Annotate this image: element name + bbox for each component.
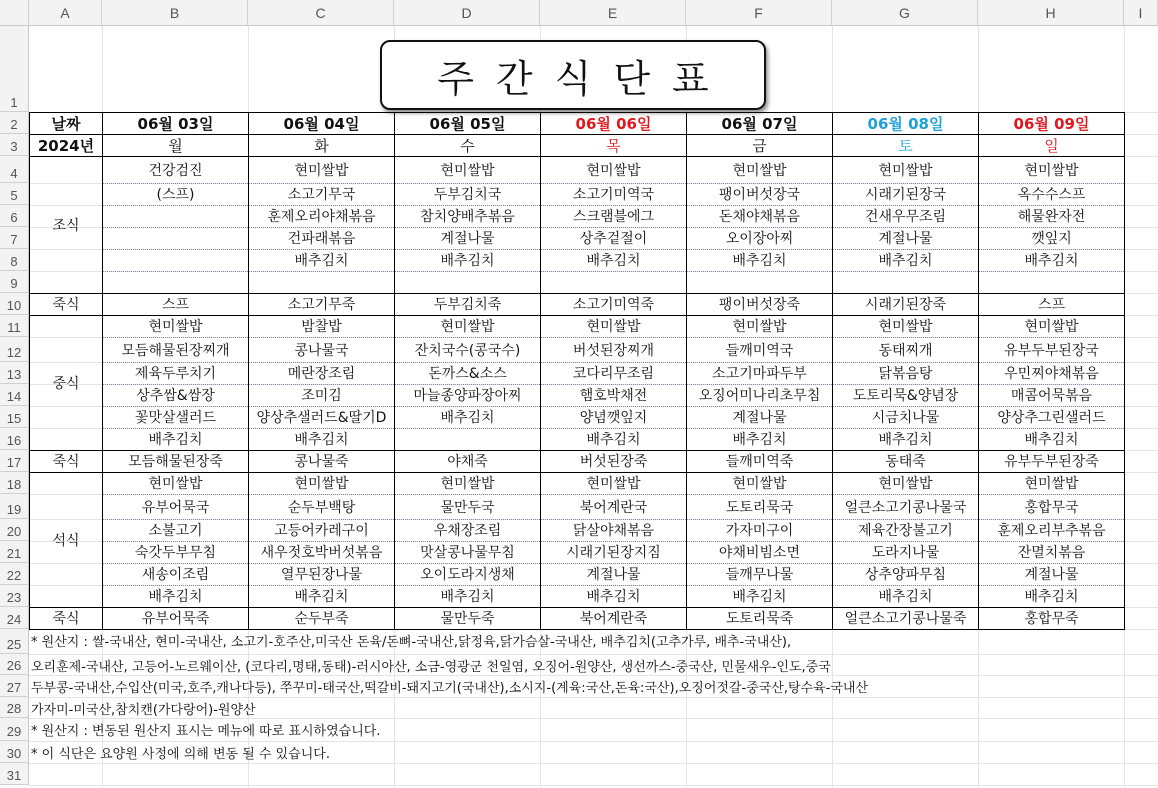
dotted-rule [102, 249, 1124, 250]
menu-item[interactable]: 건파래볶음 [287, 231, 356, 247]
menu-item[interactable]: 닭살야채볶음 [572, 523, 655, 539]
menu-item[interactable]: 잔멸치볶음 [1017, 545, 1086, 561]
dotted-rule [102, 271, 1124, 272]
menu-item[interactable]: 순두부백탕 [287, 499, 356, 516]
table-border [29, 293, 1125, 294]
dotted-rule [102, 541, 1124, 542]
menu-item[interactable]: 돈채야채볶음 [718, 209, 801, 225]
column-header-D[interactable]: D [394, 0, 540, 26]
menu-item[interactable]: 배추김치 [732, 589, 787, 605]
menu-item[interactable]: 동태찌개 [878, 342, 933, 359]
row-header-29[interactable]: 29 [0, 718, 29, 741]
row-header-11[interactable]: 11 [0, 315, 29, 337]
menu-item[interactable]: 옥수수스프 [1017, 187, 1086, 203]
lunch_porridge-label[interactable]: 죽식 [52, 454, 80, 470]
menu-item[interactable]: 숙갓두부무침 [134, 545, 217, 561]
menu-item[interactable] [103, 271, 248, 293]
table-border [29, 156, 1125, 157]
menu-item[interactable]: 현미쌀밥 [294, 162, 349, 179]
menu-item[interactable]: 북어계란국 [579, 499, 648, 516]
dinner-label[interactable]: 석식 [52, 532, 80, 549]
menu-item[interactable]: 우민찌야채볶음 [1004, 366, 1099, 382]
dotted-rule [102, 428, 1124, 429]
menu-item[interactable]: 배추김치 [148, 589, 203, 605]
menu-item[interactable]: 계절나물 [586, 567, 641, 583]
menu-item[interactable]: 버섯된장찌개 [572, 342, 655, 359]
menu-item[interactable]: 양상추그린샐러드 [997, 410, 1106, 426]
menu-item[interactable]: 현미쌀밥 [732, 476, 787, 492]
menu-item[interactable]: 상추쌈&쌈장 [136, 388, 215, 404]
dotted-rule [102, 362, 1124, 363]
menu-item[interactable] [249, 271, 394, 293]
date-cell[interactable]: 06월 09일 [1013, 114, 1090, 133]
row-header-25[interactable]: 25 [0, 629, 29, 654]
menu-item[interactable]: 유부두부된장국 [1004, 342, 1099, 359]
breakfast_porridge-label[interactable]: 죽식 [52, 297, 80, 313]
menu-item[interactable]: 열무된장나물 [280, 567, 363, 583]
row-header-19[interactable]: 19 [0, 494, 29, 519]
menu-item[interactable]: 배추김치 [148, 432, 203, 448]
menu-item[interactable]: 꽃맛살샐러드 [134, 410, 217, 426]
menu-item[interactable] [103, 249, 248, 271]
menu-item[interactable]: 홍합무국 [1024, 499, 1079, 516]
dotted-rule [102, 205, 1124, 206]
menu-item[interactable] [395, 428, 540, 450]
menu-item[interactable]: 현미쌀밥 [440, 476, 495, 492]
menu-item[interactable]: 배추김치 [294, 253, 349, 269]
lunch-label[interactable]: 중식 [52, 375, 80, 392]
menu-item[interactable]: 우채장조림 [433, 523, 502, 539]
row-header-28[interactable]: 28 [0, 697, 29, 718]
row-header-31[interactable]: 31 [0, 763, 29, 785]
menu-item[interactable]: 배추김치 [878, 253, 933, 269]
menu-item[interactable]: 시래기된장지짐 [566, 545, 661, 561]
menu-item[interactable]: 물만두국 [440, 499, 495, 516]
table-border [29, 629, 1125, 630]
year-label-cell[interactable]: 2024년 [37, 136, 95, 155]
origin-note[interactable]: 두부콩-국내산,수입산(미국,호주,캐나다등), 쭈꾸미-태국산,떡갈비-돼지고기(국내산),소시지-(계육:국산,돈육:국산),오징어젓갈-중국산,탕수육-국내산 [31, 681, 869, 696]
table-border [29, 607, 1125, 608]
menu-item[interactable]: 오징어미나리초무침 [698, 388, 821, 404]
porridge-item[interactable]: 동태죽 [885, 454, 926, 470]
row-header-18[interactable]: 18 [0, 472, 29, 494]
menu-item[interactable]: 배추김치 [1024, 589, 1079, 605]
menu-item[interactable]: 소고기마파두부 [712, 366, 807, 382]
menu-item[interactable]: 닭볶음탕 [878, 366, 933, 382]
origin-note[interactable]: * 원산지 : 쌀-국내산, 현미-국내산, 소고기-호주산,미국산 돈육/돈뼈-국내산,닭정육,닭가슴살-국내산, 배추김치(고추가루, 배추-국내산), [31, 635, 792, 650]
row-header-14[interactable]: 14 [0, 384, 29, 406]
menu-item[interactable]: 잔치국수(콩국수) [414, 342, 521, 359]
gridline-h [29, 718, 1158, 719]
menu-item[interactable]: 시래기된장국 [864, 187, 947, 203]
menu-item[interactable]: 배추김치 [440, 410, 495, 426]
menu-item[interactable]: 배추김치 [732, 432, 787, 448]
weekday-cell[interactable]: 화 [314, 136, 329, 155]
weekday-cell[interactable]: 금 [752, 136, 767, 155]
porridge-item[interactable]: 야채죽 [447, 454, 488, 470]
menu-item[interactable]: 현미쌀밥 [1024, 476, 1079, 492]
menu-item[interactable] [541, 271, 686, 293]
menu-item[interactable]: 배추김치 [1024, 432, 1079, 448]
menu-item[interactable]: 현미쌀밥 [440, 319, 495, 335]
porridge-item[interactable]: 순두부죽 [294, 611, 349, 627]
menu-item[interactable]: 계절나물 [878, 231, 933, 247]
table-border [394, 112, 395, 630]
gridline-h [29, 675, 1158, 676]
row-header-16[interactable]: 16 [0, 428, 29, 450]
menu-item[interactable]: 해물완자전 [1017, 209, 1086, 225]
menu-item[interactable]: 훈제오리야채볶음 [267, 209, 376, 225]
menu-item[interactable]: 참치양배추볶음 [420, 209, 515, 225]
menu-item[interactable] [833, 271, 978, 293]
menu-item[interactable]: 코다리무조림 [572, 366, 655, 382]
dotted-rule [102, 227, 1124, 228]
row-header-1[interactable]: 1 [0, 26, 29, 112]
select-all-corner[interactable] [0, 0, 29, 26]
weekday-cell[interactable]: 일 [1044, 136, 1059, 155]
menu-item[interactable]: 얼큰소고기콩나물국 [844, 499, 967, 516]
dotted-rule [102, 494, 1124, 495]
menu-item[interactable]: 배추김치 [440, 253, 495, 269]
origin-note[interactable]: * 이 식단은 요양원 사정에 의해 변동 될 수 있습니다. [31, 747, 330, 762]
menu-item[interactable]: 들깨미역국 [725, 342, 794, 359]
porridge-item[interactable]: 유부두부된장죽 [1004, 454, 1099, 470]
porridge-item[interactable]: 얼큰소고기콩나물죽 [844, 611, 967, 627]
menu-item[interactable]: 돈까스&소스 [428, 366, 507, 382]
menu-item[interactable] [687, 271, 832, 293]
menu-item[interactable]: 조미김 [301, 388, 342, 404]
date-cell[interactable]: 06월 08일 [867, 114, 944, 133]
menu-item[interactable]: 배추김치 [878, 432, 933, 448]
porridge-item[interactable]: 물만두죽 [440, 611, 495, 627]
menu-item[interactable]: 마늘종양파장아찌 [413, 388, 522, 404]
weekday-cell[interactable]: 목 [606, 136, 621, 155]
menu-item[interactable]: 깻잎지 [1031, 231, 1072, 247]
row-header-30[interactable]: 30 [0, 741, 29, 763]
table-border [248, 112, 249, 630]
menu-item[interactable]: 콩나물국 [294, 342, 349, 359]
menu-item[interactable]: 제육간장불고기 [858, 523, 953, 539]
row-header-9[interactable]: 9 [0, 271, 29, 293]
menu-item[interactable]: 새송이조림 [141, 567, 210, 583]
menu-item[interactable]: 배추김치 [586, 589, 641, 605]
menu-item[interactable]: 배추김치 [586, 253, 641, 269]
title-box [380, 40, 766, 110]
porridge-item[interactable]: 스프 [1037, 297, 1066, 313]
menu-item[interactable]: 메란장조림 [287, 366, 356, 382]
menu-item[interactable]: 두부김치국 [433, 187, 502, 203]
menu-item[interactable]: 배추김치 [294, 432, 349, 448]
weekday-cell[interactable]: 토 [898, 136, 913, 155]
dotted-rule [102, 406, 1124, 407]
column-header-B[interactable]: B [102, 0, 248, 26]
menu-item[interactable]: 현미쌀밥 [1024, 319, 1079, 335]
row-header-5[interactable]: 5 [0, 183, 29, 205]
row-header-7[interactable]: 7 [0, 227, 29, 249]
menu-item[interactable] [103, 227, 248, 249]
row-header-24[interactable]: 24 [0, 607, 29, 629]
menu-item[interactable]: 훈제오리부추볶음 [997, 523, 1106, 539]
porridge-item[interactable]: 팽이버섯장죽 [718, 297, 801, 313]
menu-item[interactable]: 제육두루치기 [134, 366, 217, 382]
menu-item[interactable]: 모듬해물된장찌개 [121, 342, 230, 359]
column-header-G[interactable]: G [832, 0, 978, 26]
menu-item[interactable]: 도토리묵&양념장 [852, 388, 959, 404]
menu-item[interactable]: 계절나물 [732, 410, 787, 426]
row-header-13[interactable]: 13 [0, 362, 29, 384]
gridline-h [29, 697, 1158, 698]
menu-item[interactable]: 가자미구이 [725, 523, 794, 539]
menu-item[interactable]: 배추김치 [586, 432, 641, 448]
table-border [102, 112, 103, 630]
porridge-item[interactable]: 도토리묵죽 [725, 611, 794, 627]
origin-note[interactable]: 오리훈제-국내산, 고등어-노르웨이산, (코다리,명태,동태)-러시아산, 소금-영광군 천일염, 오징어-원양산, 생선까스-중국산, 민물새우-인도,중국 [31, 660, 831, 675]
row-header-23[interactable]: 23 [0, 585, 29, 607]
menu-item[interactable]: 배추김치 [1024, 253, 1079, 269]
row-header-4[interactable]: 4 [0, 156, 29, 183]
menu-item[interactable]: 맛살콩나물무침 [420, 545, 515, 561]
menu-item[interactable]: 현미쌀밥 [586, 476, 641, 492]
row-header-17[interactable]: 17 [0, 450, 29, 472]
menu-item[interactable]: 소고기무국 [287, 187, 356, 203]
menu-item[interactable]: 현미쌀밥 [878, 476, 933, 492]
menu-item[interactable] [979, 271, 1124, 293]
menu-item[interactable]: 현미쌀밥 [878, 319, 933, 335]
date-cell[interactable]: 06월 04일 [283, 114, 360, 133]
dotted-rule [102, 585, 1124, 586]
dotted-rule [102, 183, 1124, 184]
menu-item[interactable]: 계절나물 [440, 231, 495, 247]
gridline-h [29, 741, 1158, 742]
porridge-item[interactable]: 시래기된장죽 [864, 297, 947, 313]
row-header-10[interactable]: 10 [0, 293, 29, 315]
menu-item[interactable]: 양념깻잎지 [579, 410, 648, 426]
page-title: 주간식단표 [437, 56, 731, 101]
menu-item[interactable]: (스프) [156, 187, 195, 203]
porridge-item[interactable]: 두부김치죽 [433, 297, 502, 313]
porridge-item[interactable]: 들깨미역죽 [725, 454, 794, 470]
row-header-12[interactable]: 12 [0, 337, 29, 362]
menu-item[interactable]: 건강검진 [148, 162, 203, 179]
table-border [540, 112, 541, 630]
porridge-item[interactable]: 스프 [161, 297, 190, 313]
table-border [978, 112, 979, 630]
column-header-C[interactable]: C [248, 0, 394, 26]
menu-item[interactable]: 시금치나물 [871, 410, 940, 426]
menu-item[interactable] [103, 205, 248, 227]
row-header-27[interactable]: 27 [0, 675, 29, 697]
porridge-item[interactable]: 유부어묵죽 [141, 611, 210, 627]
porridge-item[interactable]: 북어계란죽 [579, 611, 648, 627]
column-header-A[interactable]: A [29, 0, 102, 26]
menu-item[interactable]: 들깨무나물 [725, 567, 794, 583]
dotted-rule [102, 337, 1124, 338]
porridge-item[interactable]: 버섯된장죽 [579, 454, 648, 470]
row-header-8[interactable]: 8 [0, 249, 29, 271]
porridge-item[interactable]: 홍합무죽 [1024, 611, 1079, 627]
menu-item[interactable]: 유부어묵국 [141, 499, 210, 516]
menu-item[interactable]: 현미쌀밥 [732, 319, 787, 335]
menu-item[interactable]: 상추양파무침 [864, 567, 947, 583]
row-header-3[interactable]: 3 [0, 134, 29, 156]
column-header-I[interactable]: I [1124, 0, 1158, 26]
row-header-20[interactable]: 20 [0, 519, 29, 541]
menu-item[interactable]: 오이도라지생채 [420, 567, 515, 583]
date-label-cell[interactable]: 날짜 [51, 114, 81, 133]
table-border [686, 112, 687, 630]
table-border [29, 450, 1125, 451]
menu-item[interactable]: 소고기미역국 [572, 187, 655, 203]
date-cell[interactable]: 06월 07일 [721, 114, 798, 133]
dotted-rule [102, 384, 1124, 385]
menu-item[interactable]: 현미쌀밥 [586, 162, 641, 179]
menu-item[interactable]: 밤찰밥 [301, 319, 342, 335]
date-cell[interactable]: 06월 03일 [137, 114, 214, 133]
menu-item[interactable]: 양상추샐러드&딸기D [256, 410, 387, 426]
row-header-22[interactable]: 22 [0, 563, 29, 585]
dinner_porridge-label[interactable]: 죽식 [52, 611, 80, 627]
menu-item[interactable]: 매콤어묵볶음 [1010, 388, 1093, 404]
menu-item[interactable]: 배추김치 [878, 589, 933, 605]
row-header-15[interactable]: 15 [0, 406, 29, 428]
menu-item[interactable]: 현미쌀밥 [148, 319, 203, 335]
menu-item[interactable]: 현미쌀밥 [586, 319, 641, 335]
dotted-rule [102, 519, 1124, 520]
row-header-26[interactable]: 26 [0, 654, 29, 675]
column-header-F[interactable]: F [686, 0, 832, 26]
menu-item[interactable]: 현미쌀밥 [1024, 162, 1079, 179]
table-border [1124, 112, 1125, 630]
menu-item[interactable] [395, 271, 540, 293]
column-header-E[interactable]: E [540, 0, 686, 26]
porridge-item[interactable]: 콩나물죽 [294, 454, 349, 470]
menu-item[interactable]: 상추겉절이 [579, 231, 648, 247]
menu-item[interactable]: 배추김치 [440, 589, 495, 605]
table-border [29, 112, 1125, 113]
menu-item[interactable]: 고등어카레구이 [274, 523, 369, 539]
menu-item[interactable]: 햄호박채전 [579, 388, 648, 404]
row-header-2[interactable]: 2 [0, 112, 29, 134]
menu-item[interactable]: 현미쌀밥 [294, 476, 349, 492]
porridge-item[interactable]: 소고기무죽 [287, 297, 356, 313]
gridline-h [29, 785, 1158, 786]
menu-item[interactable]: 야채비빔소면 [718, 545, 801, 561]
menu-item[interactable]: 도토리묵국 [725, 499, 794, 516]
gridline-h [29, 654, 1158, 655]
table-border [29, 134, 1125, 135]
menu-item[interactable]: 도라지나물 [871, 545, 940, 561]
dotted-rule [102, 563, 1124, 564]
date-cell[interactable]: 06월 05일 [429, 114, 506, 133]
table-border [29, 315, 1125, 316]
menu-item[interactable]: 오이장아찌 [725, 231, 794, 247]
weekday-cell[interactable]: 수 [460, 136, 475, 155]
menu-item[interactable]: 팽이버섯장국 [718, 187, 801, 203]
menu-item[interactable]: 스크램블에그 [572, 209, 655, 225]
gridline-h [29, 763, 1158, 764]
date-cell[interactable]: 06월 06일 [575, 114, 652, 133]
menu-item[interactable]: 배추김치 [732, 253, 787, 269]
porridge-item[interactable]: 모듬해물된장죽 [128, 454, 223, 470]
menu-item[interactable]: 소불고기 [148, 523, 203, 539]
row-header-6[interactable]: 6 [0, 205, 29, 227]
row-header-21[interactable]: 21 [0, 541, 29, 563]
origin-note[interactable]: * 원산지 : 변동된 원산지 표시는 메뉴에 따로 표시하였습니다. [31, 724, 381, 739]
menu-item[interactable]: 계절나물 [1024, 567, 1079, 583]
menu-item[interactable]: 새우젓호박버섯볶음 [260, 545, 383, 561]
porridge-item[interactable]: 소고기미역죽 [572, 297, 655, 313]
menu-item[interactable]: 배추김치 [294, 589, 349, 605]
table-border [29, 112, 30, 630]
menu-item[interactable]: 현미쌀밥 [440, 162, 495, 179]
weekday-cell[interactable]: 월 [168, 136, 183, 155]
origin-note[interactable]: 가자미-미국산,참치캔(가다랑어)-원양산 [31, 703, 256, 718]
table-border [832, 112, 833, 630]
menu-item[interactable]: 현미쌀밥 [878, 162, 933, 179]
table-border [29, 472, 1125, 473]
breakfast-label[interactable]: 조식 [52, 217, 80, 234]
menu-item[interactable]: 건새우무조림 [864, 209, 947, 225]
menu-item[interactable]: 현미쌀밥 [148, 476, 203, 492]
menu-item[interactable]: 현미쌀밥 [732, 162, 787, 179]
column-header-H[interactable]: H [978, 0, 1124, 26]
